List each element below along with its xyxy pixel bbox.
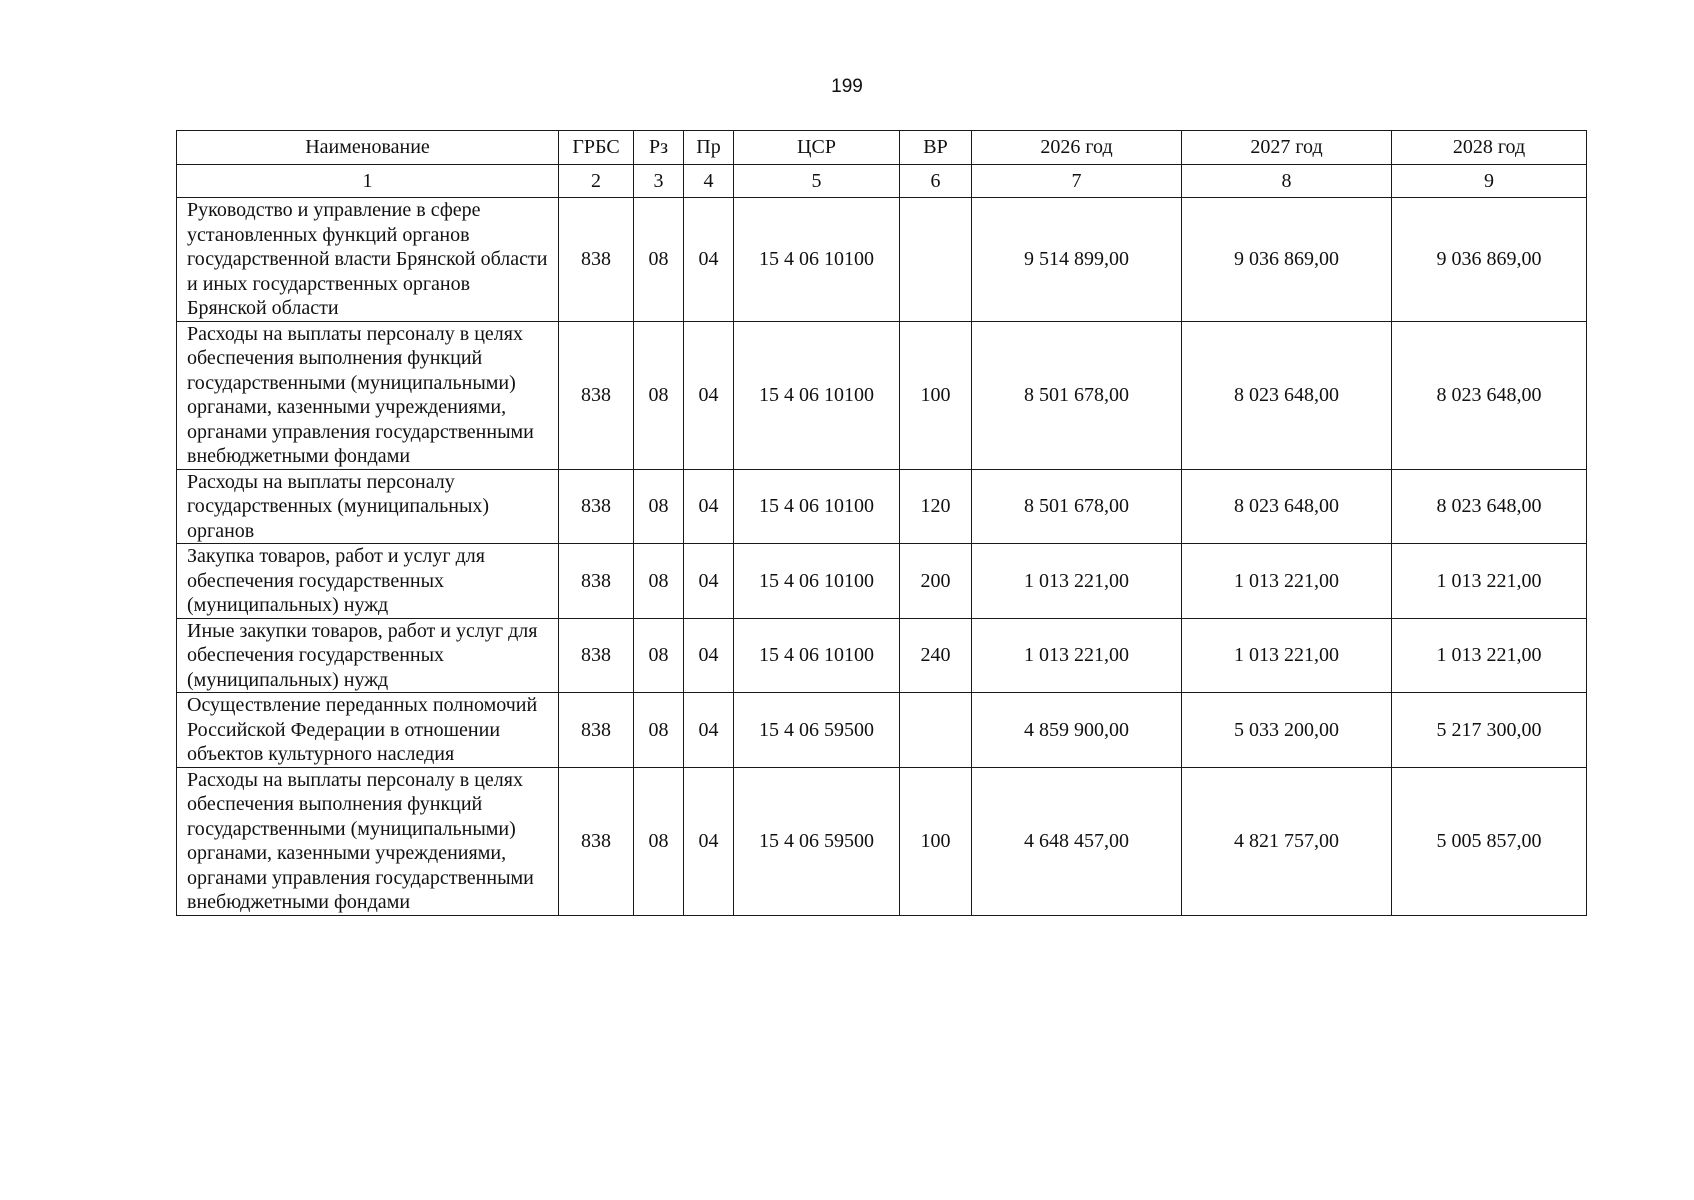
column-number: 2 (559, 165, 634, 198)
column-number: 4 (684, 165, 734, 198)
row-pr: 04 (684, 618, 734, 693)
header-row (177, 131, 1587, 165)
header-2028: 2028 год (1392, 131, 1587, 165)
row-grbs: 838 (559, 618, 634, 693)
header-rz: Рз (634, 131, 684, 165)
row-amount-2026: 8 501 678,00 (972, 321, 1182, 469)
row-amount-2026: 1 013 221,00 (972, 544, 1182, 619)
header-vr: ВР (900, 131, 972, 165)
row-pr: 04 (684, 321, 734, 469)
row-rz: 08 (634, 321, 684, 469)
row-rz: 08 (634, 469, 684, 544)
row-csr: 15 4 06 10100 (734, 321, 900, 469)
header-2027: 2027 год (1182, 131, 1392, 165)
row-amount-2027: 8 023 648,00 (1182, 321, 1392, 469)
row-pr: 04 (684, 693, 734, 768)
row-vr (900, 693, 972, 768)
row-amount-2028: 1 013 221,00 (1392, 544, 1587, 619)
row-csr: 15 4 06 10100 (734, 198, 900, 322)
row-name: Руководство и управление в сфере установленных функций органов государственной власти Брянской области и иных государственных органов Брянской области (177, 198, 559, 322)
row-name: Осуществление переданных полномочий Российской Федерации в отношении объектов культурного наследия (177, 693, 559, 768)
row-amount-2028: 5 005 857,00 (1392, 767, 1587, 915)
row-csr: 15 4 06 10100 (734, 544, 900, 619)
row-amount-2028: 1 013 221,00 (1392, 618, 1587, 693)
table-row (177, 544, 1587, 619)
column-number: 5 (734, 165, 900, 198)
row-csr: 15 4 06 59500 (734, 767, 900, 915)
column-number: 1 (177, 165, 559, 198)
row-amount-2026: 4 648 457,00 (972, 767, 1182, 915)
row-amount-2027: 4 821 757,00 (1182, 767, 1392, 915)
row-amount-2026: 4 859 900,00 (972, 693, 1182, 768)
row-amount-2027: 8 023 648,00 (1182, 469, 1392, 544)
table-row (177, 198, 1587, 322)
header-pr: Пр (684, 131, 734, 165)
row-pr: 04 (684, 767, 734, 915)
row-rz: 08 (634, 767, 684, 915)
row-vr: 200 (900, 544, 972, 619)
row-amount-2028: 8 023 648,00 (1392, 321, 1587, 469)
row-amount-2028: 9 036 869,00 (1392, 198, 1587, 322)
row-grbs: 838 (559, 693, 634, 768)
column-number: 8 (1182, 165, 1392, 198)
header-grbs: ГРБС (559, 131, 634, 165)
row-amount-2026: 8 501 678,00 (972, 469, 1182, 544)
row-amount-2027: 9 036 869,00 (1182, 198, 1392, 322)
row-rz: 08 (634, 693, 684, 768)
row-grbs: 838 (559, 544, 634, 619)
table-row (177, 693, 1587, 768)
table-row (177, 469, 1587, 544)
row-vr: 120 (900, 469, 972, 544)
row-name: Иные закупки товаров, работ и услуг для обеспечения государственных (муниципальных) нужд (177, 618, 559, 693)
row-vr: 100 (900, 321, 972, 469)
table-row (177, 767, 1587, 915)
row-name: Расходы на выплаты персоналу в целях обеспечения выполнения функций государственными (муниципальными) органами, казенными учреждениями, органами управления государственными внебюджетными фондами (177, 767, 559, 915)
row-amount-2027: 1 013 221,00 (1182, 618, 1392, 693)
table-row (177, 321, 1587, 469)
row-csr: 15 4 06 10100 (734, 618, 900, 693)
page-number: 199 (831, 76, 863, 97)
row-rz: 08 (634, 198, 684, 322)
row-pr: 04 (684, 469, 734, 544)
row-rz: 08 (634, 544, 684, 619)
table-row (177, 618, 1587, 693)
row-amount-2026: 1 013 221,00 (972, 618, 1182, 693)
column-number: 6 (900, 165, 972, 198)
row-rz: 08 (634, 618, 684, 693)
header-csr: ЦСР (734, 131, 900, 165)
row-amount-2026: 9 514 899,00 (972, 198, 1182, 322)
row-grbs: 838 (559, 321, 634, 469)
row-amount-2028: 5 217 300,00 (1392, 693, 1587, 768)
row-name: Закупка товаров, работ и услуг для обеспечения государственных (муниципальных) нужд (177, 544, 559, 619)
column-number: 7 (972, 165, 1182, 198)
row-amount-2028: 8 023 648,00 (1392, 469, 1587, 544)
row-name: Расходы на выплаты персоналу в целях обеспечения выполнения функций государственными (муниципальными) органами, казенными учреждениями, органами управления государственными внебюджетными фондами (177, 321, 559, 469)
column-number-row (177, 165, 1587, 198)
row-pr: 04 (684, 544, 734, 619)
row-name: Расходы на выплаты персоналу государственных (муниципальных) органов (177, 469, 559, 544)
row-amount-2027: 5 033 200,00 (1182, 693, 1392, 768)
budget-table (176, 130, 1587, 916)
row-vr (900, 198, 972, 322)
row-csr: 15 4 06 59500 (734, 693, 900, 768)
column-number: 3 (634, 165, 684, 198)
row-pr: 04 (684, 198, 734, 322)
row-amount-2027: 1 013 221,00 (1182, 544, 1392, 619)
row-vr: 240 (900, 618, 972, 693)
row-vr: 100 (900, 767, 972, 915)
row-grbs: 838 (559, 198, 634, 322)
row-grbs: 838 (559, 469, 634, 544)
header-name: Наименование (177, 131, 559, 165)
column-number: 9 (1392, 165, 1587, 198)
row-csr: 15 4 06 10100 (734, 469, 900, 544)
header-2026: 2026 год (972, 131, 1182, 165)
row-grbs: 838 (559, 767, 634, 915)
